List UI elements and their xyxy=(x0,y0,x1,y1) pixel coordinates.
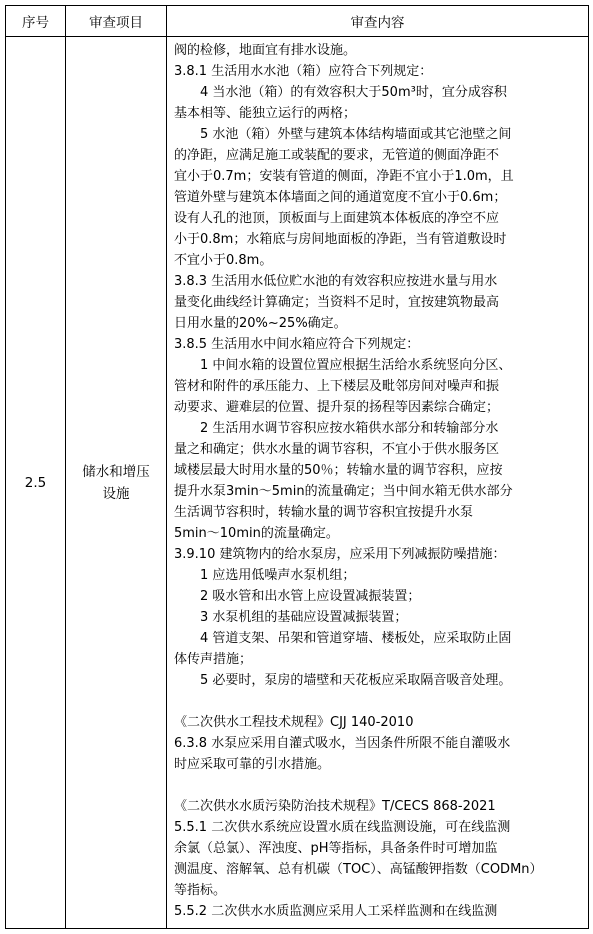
table-header-row xyxy=(6,6,589,37)
content-line: 4 当水池（箱）的有效容积大于50m³时，宜分成容积 xyxy=(200,85,507,100)
content-line: 2 生活用水调节容积应按水箱供水部分和转输部分水 xyxy=(200,421,499,436)
content-line: 小于0.8m；水箱底与房间地面板的净距，当有管道敷设时 xyxy=(174,232,507,247)
header-review-item: 审查项目 xyxy=(66,6,167,37)
row-number: 2.5 xyxy=(6,37,66,929)
content-line: 1 中间水箱的设置位置应根据生活给水系统竖向分区、 xyxy=(200,358,512,373)
content-line: 3 水泵机组的基础应设置减振装置； xyxy=(200,610,408,625)
content-line: 域楼层最大时用水量的50％；转输水量的调节容积，应按 xyxy=(174,463,503,478)
content-line: 体传声措施； xyxy=(174,652,253,667)
content-line: 余氯（总氯）、浑浊度、pH等指标，具备条件时可增加监 xyxy=(174,841,498,856)
row-item-line: 储水和增压 xyxy=(82,463,150,480)
content-line: 等指标。 xyxy=(174,883,227,898)
content-line: 设有人孔的池顶，顶板面与上面建筑本体板底的净空不应 xyxy=(174,211,500,226)
content-line: 4 管道支架、吊架和管道穿墙、楼板处，应采取防止固 xyxy=(200,631,512,646)
content-line: 管道外壁与建筑本体墙面之间的通道宽度不宜小于0.6m； xyxy=(174,190,507,205)
content-line: 的净距，应满足施工或装配的要求，无管道的侧面净距不 xyxy=(174,148,500,163)
header-number: 序号 xyxy=(6,6,66,37)
table-row xyxy=(6,37,589,929)
content-lines xyxy=(174,40,582,922)
content-line: 2 吸水管和出水管上应设置减振装置； xyxy=(200,589,421,604)
content-line xyxy=(174,691,582,712)
content-line: 3.8.5 生活用水中间水箱应符合下列规定： xyxy=(174,337,420,352)
content-line: 动要求、避难层的位置、提升泵的扬程等因素综合确定； xyxy=(174,400,500,415)
content-line: 阀的检修，地面宜有排水设施。 xyxy=(174,43,357,58)
header-review-content: 审查内容 xyxy=(167,6,589,37)
content-line: 《二次供水工程技术规程》CJJ 140-2010 xyxy=(174,715,414,730)
content-line: 3.8.1 生活用水水池（箱）应符合下列规定： xyxy=(174,64,433,79)
content-line: 生活调节容积时，转输水量的调节容积宜按提升水泵 xyxy=(174,505,474,520)
content-line: 基本相等、能独立运行的两格； xyxy=(174,106,357,121)
content-line: 5 水池（箱）外壁与建筑本体结构墙面或其它池壁之间 xyxy=(200,127,512,142)
row-item-line: 设施 xyxy=(102,485,130,502)
content-line: 宜小于0.7m；安装有管道的侧面，净距不宜小于1.0m，且 xyxy=(174,169,514,184)
content-line: 6.3.8 水泵应采用自灌式吸水，当因条件所限不能自灌吸水 xyxy=(174,736,511,751)
content-line: 《二次供水水质污染防治技术规程》T/CECS 868-2021 xyxy=(174,799,496,814)
content-line: 量变化曲线经计算确定；当资料不足时，宜按建筑物最高 xyxy=(174,295,500,310)
content-line: 5min～10min的流量确定。 xyxy=(174,526,339,541)
row-content xyxy=(167,37,589,929)
content-line: 3.9.10 建筑物内的给水泵房，应采用下列减振防噪措施： xyxy=(174,547,506,562)
content-line: 5.5.1 二次供水系统应设置水质在线监测设施，可在线监测 xyxy=(174,820,511,835)
content-line: 量之和确定；供水水量的调节容积，不宜小于供水服务区 xyxy=(174,442,500,457)
content-line: 5.5.2 二次供水水质监测应采用人工采样监测和在线监测 xyxy=(174,904,498,919)
review-table xyxy=(5,5,589,929)
row-item xyxy=(66,37,167,929)
content-line xyxy=(174,775,582,796)
content-line: 1 应选用低噪声水泵机组； xyxy=(200,568,356,583)
content-line: 管材和附件的承压能力、上下楼层及毗邻房间对噪声和振 xyxy=(174,379,500,394)
content-line: 时应采取可靠的引水措施。 xyxy=(174,757,331,772)
content-line: 日用水量的20%~25%确定。 xyxy=(174,316,347,331)
content-line: 3.8.3 生活用水低位贮水池的有效容积应按进水量与用水 xyxy=(174,274,498,289)
content-line: 5 必要时，泵房的墙壁和天花板应采取隔音吸音处理。 xyxy=(200,673,512,688)
content-line: 测温度、溶解氧、总有机碳（TOC）、高锰酸钾指数（CODMn） xyxy=(174,862,543,877)
content-line: 不宜小于0.8m。 xyxy=(174,253,273,268)
content-line: 提升水泵3min～5min的流量确定；当中间水箱无供水部分 xyxy=(174,484,513,499)
